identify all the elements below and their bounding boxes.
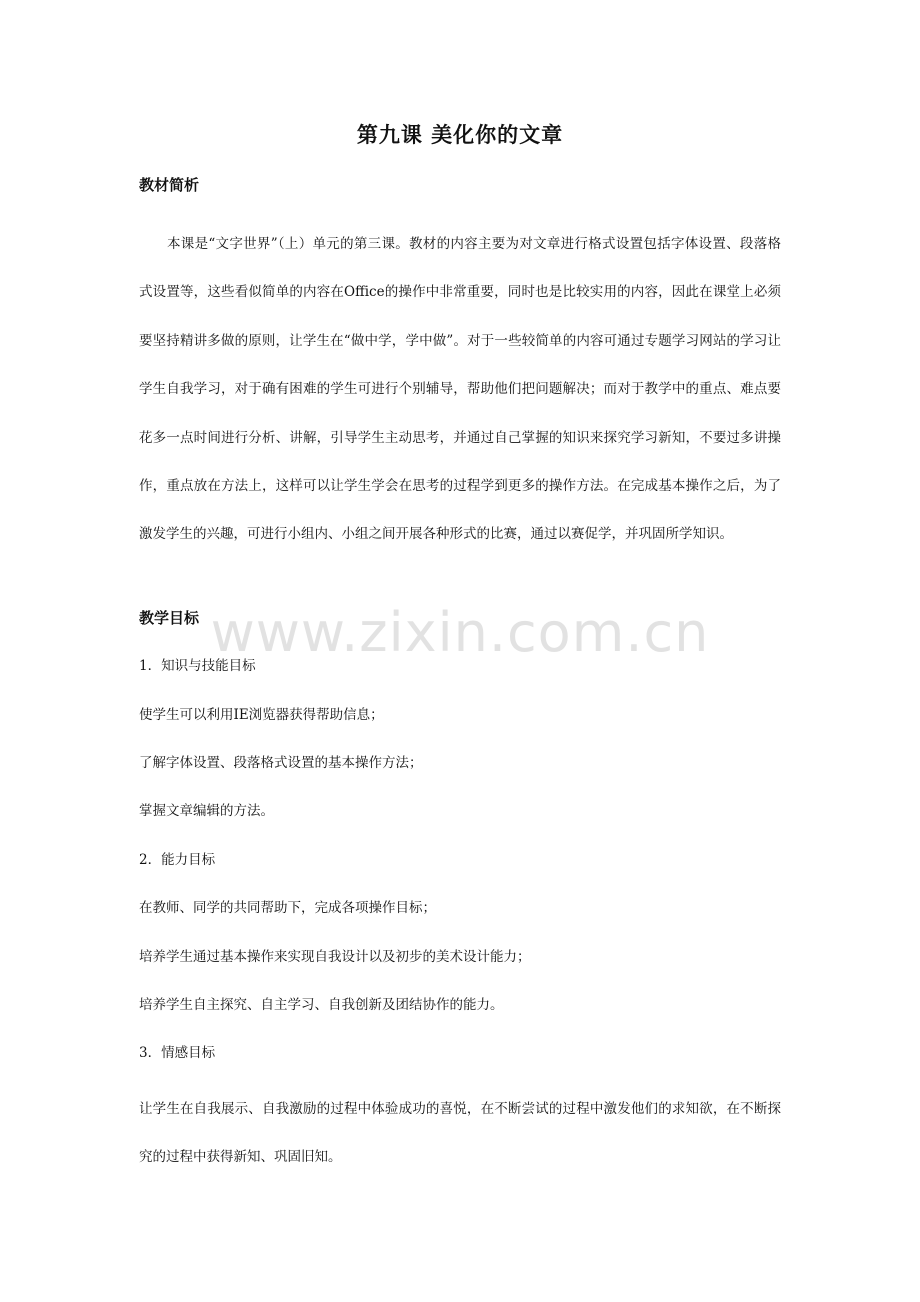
goal2-item: 培养学生通过基本操作来实现自我设计以及初步的美术设计能力； bbox=[139, 949, 531, 965]
goal2-heading: 2．能力目标 bbox=[139, 852, 216, 868]
goal2-item: 培养学生自主探究、自主学习、自我创新及团结协作的能力。 bbox=[139, 997, 504, 1013]
page-title: 第九课 美化你的文章 bbox=[356, 123, 564, 147]
goal3-heading: 3．情感目标 bbox=[139, 1045, 216, 1061]
goal2-item: 在教师、同学的共同帮助下，完成各项操作目标； bbox=[139, 900, 436, 916]
watermark: www.zixin.com.cn bbox=[210, 601, 710, 664]
goal1-item: 使学生可以利用IE浏览器获得帮助信息； bbox=[139, 707, 384, 723]
analysis-paragraph: 本课是“文字世界”（上）单元的第三课。教材的内容主要为对文章进行格式设置包括字体设置、段落格式设置等，这些看似简单的内容在Office的操作中非常重要，同时也是比较实用的内容，因此在课堂上必须要坚持精讲多做的原则，让学生在“做中学，学中做”。对于一些较简单的内容可通过专题学习网站的学习让学生自我学习，对于确有困难的学生可进行个别辅导，帮助他们把问题解决；而对于教学中的重点、难点要花多一点时间进行分析、讲解，引导学生主动思考，并通过自己掌握的知识来探究学习新知，不要过多讲操作，重点放在方法上，这样可以让学生学会在思考的过程学到更多的操作方法。在完成基本操作之后，为了激发学生的兴趣，可进行小组内、小组之间开展各种形式的比赛，通过以赛促学，并巩固所学知识。 bbox=[139, 236, 781, 543]
section-heading-objectives: 教学目标 bbox=[139, 609, 200, 627]
goal1-item: 掌握文章编辑的方法。 bbox=[139, 803, 274, 819]
goal1-item: 了解字体设置、段落格式设置的基本操作方法； bbox=[139, 755, 423, 771]
section-heading-analysis: 教材简析 bbox=[139, 176, 200, 194]
goal1-heading: 1．知识与技能目标 bbox=[139, 658, 256, 674]
goal3-paragraph: 让学生在自我展示、自我激励的过程中体验成功的喜悦，在不断尝试的过程中激发他们的求知欲，在不断探究的过程中获得新知、巩固旧知。 bbox=[139, 1101, 781, 1166]
